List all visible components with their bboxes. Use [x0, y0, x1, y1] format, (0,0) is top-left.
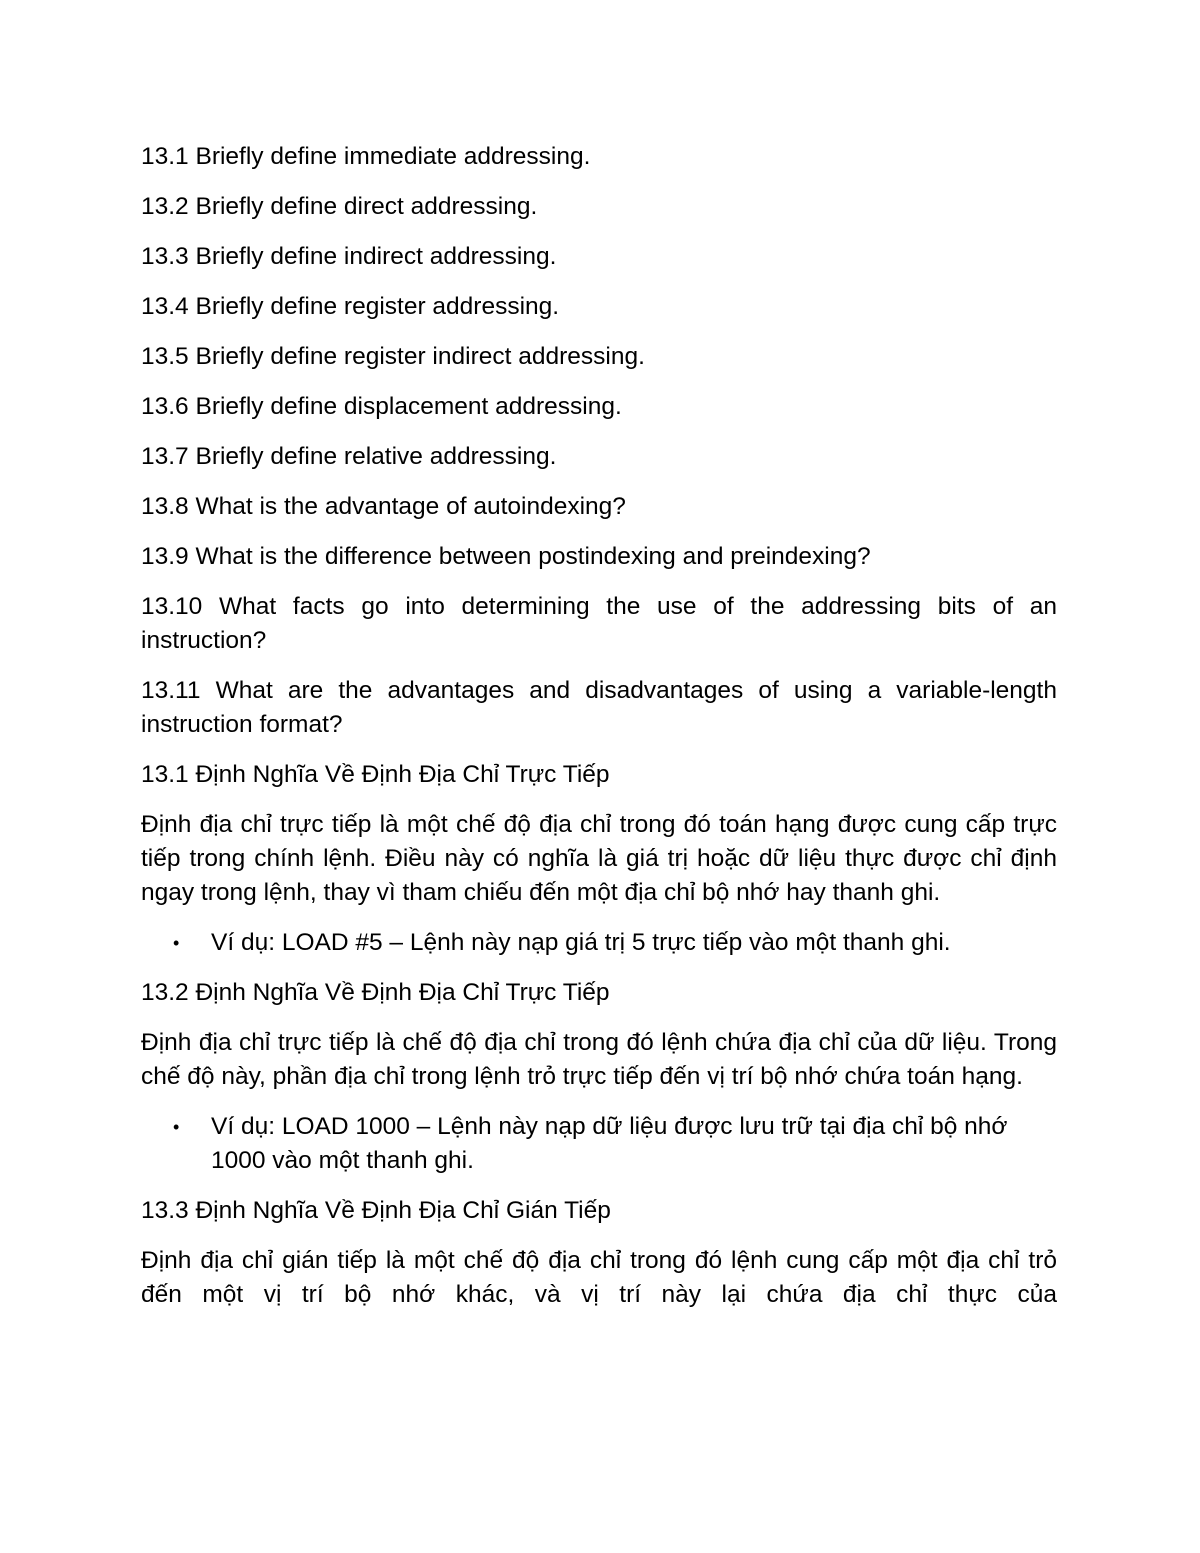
section-heading-13-2: 13.2 Định Nghĩa Về Định Địa Chỉ Trực Tiếp [141, 979, 610, 1006]
question-13-2: 13.2 Briefly define direct addressing. [141, 193, 538, 220]
bullet-list-13-2 [141, 1110, 1057, 1178]
document-page [141, 140, 1057, 1328]
question-13-9: 13.9 What is the difference between postindexing and preindexing? [141, 543, 871, 570]
question-13-1: 13.1 Briefly define immediate addressing. [141, 143, 591, 170]
section-heading-13-1: 13.1 Định Nghĩa Về Định Địa Chỉ Trực Tiếp [141, 761, 610, 788]
section-paragraph-13-3: Định địa chỉ gián tiếp là một chế độ địa chỉ trong đó lệnh cung cấp một địa chỉ trỏ đến một vị trí bộ nhớ khác, và vị trí này lại chứa địa chỉ thực của [141, 1247, 1057, 1308]
list-item [173, 1110, 1057, 1178]
question-13-5: 13.5 Briefly define register indirect addressing. [141, 343, 645, 370]
bullet-icon: • [173, 933, 180, 953]
question-13-8: 13.8 What is the advantage of autoindexing? [141, 493, 626, 520]
question-13-4: 13.4 Briefly define register addressing. [141, 293, 560, 320]
question-13-11: 13.11 What are the advantages and disadvantages of using a variable-length instruction format? [141, 677, 1057, 738]
section-heading-13-3: 13.3 Định Nghĩa Về Định Địa Chỉ Gián Tiếp [141, 1197, 611, 1224]
section-paragraph-13-2: Định địa chỉ trực tiếp là chế độ địa chỉ trong đó lệnh chứa địa chỉ của dữ liệu. Trong chế độ này, phần địa chỉ trong lệnh trỏ trực tiếp đến vị trí bộ nhớ chứa toán hạng. [141, 1029, 1057, 1090]
bullet-icon: • [173, 1117, 180, 1137]
section-paragraph-13-1: Định địa chỉ trực tiếp là một chế độ địa chỉ trong đó toán hạng được cung cấp trực tiếp trong chính lệnh. Điều này có nghĩa là giá trị hoặc dữ liệu thực được chỉ định ngay trong lệnh, thay vì tham chiếu đến một địa chỉ bộ nhớ hay thanh ghi. [141, 811, 1057, 906]
question-13-10: 13.10 What facts go into determining the use of the addressing bits of an instruction? [141, 593, 1057, 654]
bullet-text: Ví dụ: LOAD 1000 – Lệnh này nạp dữ liệu được lưu trữ tại địa chỉ bộ nhớ 1000 vào một thanh ghi. [211, 1113, 1008, 1174]
question-13-3: 13.3 Briefly define indirect addressing. [141, 243, 557, 270]
bullet-list-13-1 [141, 926, 1057, 960]
question-13-6: 13.6 Briefly define displacement addressing. [141, 393, 622, 420]
bullet-text: Ví dụ: LOAD #5 – Lệnh này nạp giá trị 5 trực tiếp vào một thanh ghi. [211, 929, 951, 956]
list-item [173, 926, 1057, 960]
question-13-7: 13.7 Briefly define relative addressing. [141, 443, 557, 470]
